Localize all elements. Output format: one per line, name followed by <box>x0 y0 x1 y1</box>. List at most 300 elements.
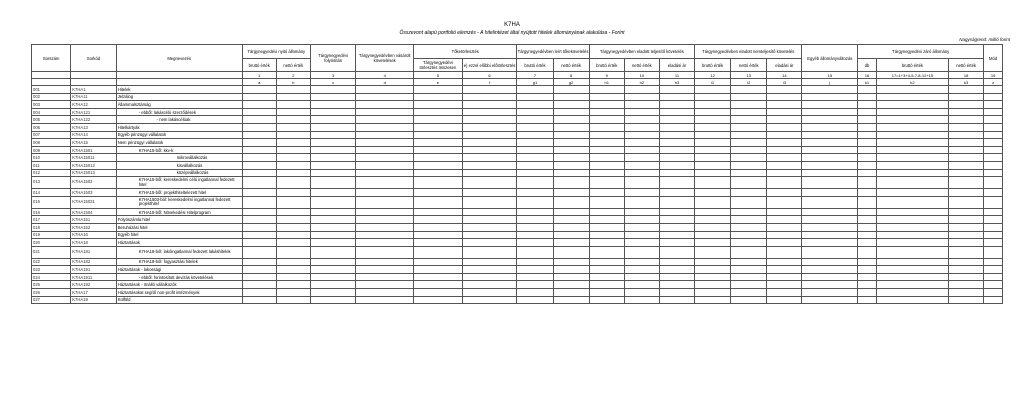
value-cell[interactable] <box>356 273 414 281</box>
value-cell[interactable] <box>517 146 553 154</box>
value-cell[interactable] <box>356 177 414 189</box>
value-cell[interactable] <box>414 101 463 109</box>
value-cell[interactable] <box>517 266 553 274</box>
value-cell[interactable] <box>553 223 589 231</box>
value-cell[interactable] <box>553 216 589 224</box>
value-cell[interactable] <box>876 239 948 247</box>
value-cell[interactable] <box>695 246 731 258</box>
value-cell[interactable] <box>802 266 858 274</box>
value-cell[interactable] <box>695 131 731 139</box>
value-cell[interactable] <box>624 239 659 247</box>
value-cell[interactable] <box>310 161 355 169</box>
value-cell[interactable] <box>276 281 310 289</box>
value-cell[interactable] <box>553 196 589 208</box>
value-cell[interactable] <box>462 101 517 109</box>
value-cell[interactable] <box>858 146 877 154</box>
value-cell[interactable] <box>276 231 310 239</box>
value-cell[interactable] <box>767 108 802 116</box>
value-cell[interactable] <box>802 223 858 231</box>
value-cell[interactable] <box>276 196 310 208</box>
value-cell[interactable] <box>276 289 310 297</box>
value-cell[interactable] <box>276 239 310 247</box>
value-cell[interactable] <box>517 258 553 266</box>
value-cell[interactable] <box>462 296 517 304</box>
value-cell[interactable] <box>553 131 589 139</box>
value-cell[interactable] <box>242 108 276 116</box>
value-cell[interactable] <box>659 296 694 304</box>
value-cell[interactable] <box>984 131 1003 139</box>
value-cell[interactable] <box>876 273 948 281</box>
value-cell[interactable] <box>731 208 767 216</box>
value-cell[interactable] <box>589 154 624 162</box>
value-cell[interactable] <box>876 189 948 197</box>
value-cell[interactable] <box>858 223 877 231</box>
value-cell[interactable] <box>589 189 624 197</box>
value-cell[interactable] <box>624 258 659 266</box>
value-cell[interactable] <box>553 246 589 258</box>
value-cell[interactable] <box>984 116 1003 124</box>
value-cell[interactable] <box>462 281 517 289</box>
value-cell[interactable] <box>517 246 553 258</box>
value-cell[interactable] <box>553 154 589 162</box>
value-cell[interactable] <box>589 123 624 131</box>
value-cell[interactable] <box>695 196 731 208</box>
value-cell[interactable] <box>767 86 802 94</box>
value-cell[interactable] <box>624 266 659 274</box>
value-cell[interactable] <box>802 101 858 109</box>
value-cell[interactable] <box>731 258 767 266</box>
value-cell[interactable] <box>767 223 802 231</box>
value-cell[interactable] <box>858 139 877 147</box>
value-cell[interactable] <box>984 273 1003 281</box>
value-cell[interactable] <box>659 139 694 147</box>
value-cell[interactable] <box>589 93 624 101</box>
value-cell[interactable] <box>731 239 767 247</box>
value-cell[interactable] <box>242 123 276 131</box>
value-cell[interactable] <box>310 289 355 297</box>
value-cell[interactable] <box>695 239 731 247</box>
value-cell[interactable] <box>356 169 414 177</box>
value-cell[interactable] <box>984 146 1003 154</box>
value-cell[interactable] <box>356 208 414 216</box>
value-cell[interactable] <box>624 101 659 109</box>
value-cell[interactable] <box>589 281 624 289</box>
value-cell[interactable] <box>624 131 659 139</box>
value-cell[interactable] <box>767 139 802 147</box>
value-cell[interactable] <box>414 258 463 266</box>
value-cell[interactable] <box>876 258 948 266</box>
value-cell[interactable] <box>949 216 984 224</box>
value-cell[interactable] <box>553 273 589 281</box>
value-cell[interactable] <box>414 177 463 189</box>
value-cell[interactable] <box>242 258 276 266</box>
value-cell[interactable] <box>731 216 767 224</box>
value-cell[interactable] <box>659 146 694 154</box>
value-cell[interactable] <box>310 116 355 124</box>
value-cell[interactable] <box>659 231 694 239</box>
value-cell[interactable] <box>659 216 694 224</box>
value-cell[interactable] <box>517 131 553 139</box>
value-cell[interactable] <box>624 146 659 154</box>
value-cell[interactable] <box>984 189 1003 197</box>
value-cell[interactable] <box>624 86 659 94</box>
value-cell[interactable] <box>858 208 877 216</box>
value-cell[interactable] <box>414 161 463 169</box>
value-cell[interactable] <box>414 131 463 139</box>
value-cell[interactable] <box>553 289 589 297</box>
value-cell[interactable] <box>624 139 659 147</box>
value-cell[interactable] <box>767 231 802 239</box>
value-cell[interactable] <box>802 86 858 94</box>
value-cell[interactable] <box>767 216 802 224</box>
value-cell[interactable] <box>858 131 877 139</box>
value-cell[interactable] <box>858 116 877 124</box>
value-cell[interactable] <box>767 296 802 304</box>
value-cell[interactable] <box>589 216 624 224</box>
value-cell[interactable] <box>276 101 310 109</box>
value-cell[interactable] <box>802 239 858 247</box>
value-cell[interactable] <box>310 154 355 162</box>
value-cell[interactable] <box>949 273 984 281</box>
value-cell[interactable] <box>553 93 589 101</box>
value-cell[interactable] <box>695 101 731 109</box>
value-cell[interactable] <box>242 101 276 109</box>
value-cell[interactable] <box>414 139 463 147</box>
value-cell[interactable] <box>276 189 310 197</box>
value-cell[interactable] <box>462 258 517 266</box>
value-cell[interactable] <box>659 177 694 189</box>
value-cell[interactable] <box>731 281 767 289</box>
value-cell[interactable] <box>802 296 858 304</box>
value-cell[interactable] <box>517 231 553 239</box>
value-cell[interactable] <box>659 196 694 208</box>
value-cell[interactable] <box>624 216 659 224</box>
value-cell[interactable] <box>731 223 767 231</box>
value-cell[interactable] <box>802 154 858 162</box>
value-cell[interactable] <box>695 231 731 239</box>
value-cell[interactable] <box>949 266 984 274</box>
value-cell[interactable] <box>695 146 731 154</box>
value-cell[interactable] <box>589 223 624 231</box>
value-cell[interactable] <box>462 216 517 224</box>
value-cell[interactable] <box>462 154 517 162</box>
value-cell[interactable] <box>310 246 355 258</box>
value-cell[interactable] <box>462 123 517 131</box>
value-cell[interactable] <box>767 93 802 101</box>
value-cell[interactable] <box>517 154 553 162</box>
value-cell[interactable] <box>589 146 624 154</box>
value-cell[interactable] <box>624 108 659 116</box>
value-cell[interactable] <box>731 196 767 208</box>
value-cell[interactable] <box>414 93 463 101</box>
value-cell[interactable] <box>802 289 858 297</box>
value-cell[interactable] <box>462 239 517 247</box>
value-cell[interactable] <box>242 154 276 162</box>
value-cell[interactable] <box>858 123 877 131</box>
value-cell[interactable] <box>553 116 589 124</box>
value-cell[interactable] <box>984 296 1003 304</box>
value-cell[interactable] <box>949 246 984 258</box>
value-cell[interactable] <box>356 216 414 224</box>
value-cell[interactable] <box>356 231 414 239</box>
value-cell[interactable] <box>462 208 517 216</box>
value-cell[interactable] <box>589 177 624 189</box>
value-cell[interactable] <box>517 189 553 197</box>
value-cell[interactable] <box>553 169 589 177</box>
value-cell[interactable] <box>984 281 1003 289</box>
value-cell[interactable] <box>276 169 310 177</box>
value-cell[interactable] <box>589 196 624 208</box>
value-cell[interactable] <box>414 289 463 297</box>
value-cell[interactable] <box>949 258 984 266</box>
value-cell[interactable] <box>414 146 463 154</box>
value-cell[interactable] <box>767 258 802 266</box>
value-cell[interactable] <box>984 139 1003 147</box>
value-cell[interactable] <box>659 86 694 94</box>
value-cell[interactable] <box>876 266 948 274</box>
value-cell[interactable] <box>310 189 355 197</box>
value-cell[interactable] <box>659 101 694 109</box>
value-cell[interactable] <box>858 266 877 274</box>
value-cell[interactable] <box>731 139 767 147</box>
value-cell[interactable] <box>984 231 1003 239</box>
value-cell[interactable] <box>984 258 1003 266</box>
value-cell[interactable] <box>659 281 694 289</box>
value-cell[interactable] <box>517 169 553 177</box>
value-cell[interactable] <box>767 161 802 169</box>
value-cell[interactable] <box>731 116 767 124</box>
value-cell[interactable] <box>310 86 355 94</box>
value-cell[interactable] <box>695 116 731 124</box>
value-cell[interactable] <box>462 177 517 189</box>
value-cell[interactable] <box>624 123 659 131</box>
value-cell[interactable] <box>624 161 659 169</box>
value-cell[interactable] <box>462 189 517 197</box>
value-cell[interactable] <box>242 116 276 124</box>
value-cell[interactable] <box>767 246 802 258</box>
value-cell[interactable] <box>624 246 659 258</box>
value-cell[interactable] <box>949 231 984 239</box>
value-cell[interactable] <box>984 161 1003 169</box>
value-cell[interactable] <box>310 239 355 247</box>
value-cell[interactable] <box>414 169 463 177</box>
value-cell[interactable] <box>553 239 589 247</box>
value-cell[interactable] <box>589 86 624 94</box>
value-cell[interactable] <box>858 196 877 208</box>
value-cell[interactable] <box>356 154 414 162</box>
value-cell[interactable] <box>242 289 276 297</box>
value-cell[interactable] <box>876 177 948 189</box>
value-cell[interactable] <box>695 169 731 177</box>
value-cell[interactable] <box>462 108 517 116</box>
value-cell[interactable] <box>949 131 984 139</box>
value-cell[interactable] <box>553 281 589 289</box>
value-cell[interactable] <box>767 146 802 154</box>
value-cell[interactable] <box>310 196 355 208</box>
value-cell[interactable] <box>589 169 624 177</box>
value-cell[interactable] <box>356 189 414 197</box>
value-cell[interactable] <box>414 216 463 224</box>
value-cell[interactable] <box>462 86 517 94</box>
value-cell[interactable] <box>731 108 767 116</box>
value-cell[interactable] <box>659 266 694 274</box>
value-cell[interactable] <box>984 216 1003 224</box>
value-cell[interactable] <box>276 116 310 124</box>
value-cell[interactable] <box>731 273 767 281</box>
value-cell[interactable] <box>462 169 517 177</box>
value-cell[interactable] <box>858 154 877 162</box>
value-cell[interactable] <box>876 161 948 169</box>
value-cell[interactable] <box>695 154 731 162</box>
value-cell[interactable] <box>695 281 731 289</box>
value-cell[interactable] <box>767 208 802 216</box>
value-cell[interactable] <box>984 177 1003 189</box>
value-cell[interactable] <box>984 239 1003 247</box>
value-cell[interactable] <box>949 154 984 162</box>
value-cell[interactable] <box>949 86 984 94</box>
value-cell[interactable] <box>242 246 276 258</box>
value-cell[interactable] <box>414 296 463 304</box>
value-cell[interactable] <box>802 123 858 131</box>
value-cell[interactable] <box>242 239 276 247</box>
value-cell[interactable] <box>858 216 877 224</box>
value-cell[interactable] <box>695 177 731 189</box>
value-cell[interactable] <box>517 161 553 169</box>
value-cell[interactable] <box>276 246 310 258</box>
value-cell[interactable] <box>802 216 858 224</box>
value-cell[interactable] <box>802 116 858 124</box>
value-cell[interactable] <box>659 131 694 139</box>
value-cell[interactable] <box>984 223 1003 231</box>
value-cell[interactable] <box>356 108 414 116</box>
value-cell[interactable] <box>984 123 1003 131</box>
value-cell[interactable] <box>858 281 877 289</box>
value-cell[interactable] <box>356 139 414 147</box>
value-cell[interactable] <box>310 208 355 216</box>
value-cell[interactable] <box>858 273 877 281</box>
value-cell[interactable] <box>984 266 1003 274</box>
value-cell[interactable] <box>731 189 767 197</box>
value-cell[interactable] <box>624 296 659 304</box>
value-cell[interactable] <box>414 239 463 247</box>
value-cell[interactable] <box>659 116 694 124</box>
value-cell[interactable] <box>276 131 310 139</box>
value-cell[interactable] <box>242 189 276 197</box>
value-cell[interactable] <box>517 223 553 231</box>
value-cell[interactable] <box>589 131 624 139</box>
value-cell[interactable] <box>659 289 694 297</box>
value-cell[interactable] <box>876 196 948 208</box>
value-cell[interactable] <box>589 296 624 304</box>
value-cell[interactable] <box>242 161 276 169</box>
value-cell[interactable] <box>624 189 659 197</box>
value-cell[interactable] <box>356 161 414 169</box>
value-cell[interactable] <box>356 258 414 266</box>
value-cell[interactable] <box>462 161 517 169</box>
value-cell[interactable] <box>553 266 589 274</box>
value-cell[interactable] <box>949 296 984 304</box>
value-cell[interactable] <box>858 86 877 94</box>
value-cell[interactable] <box>242 146 276 154</box>
value-cell[interactable] <box>876 231 948 239</box>
value-cell[interactable] <box>695 296 731 304</box>
value-cell[interactable] <box>414 108 463 116</box>
value-cell[interactable] <box>731 131 767 139</box>
value-cell[interactable] <box>276 139 310 147</box>
value-cell[interactable] <box>517 281 553 289</box>
value-cell[interactable] <box>276 86 310 94</box>
value-cell[interactable] <box>462 223 517 231</box>
value-cell[interactable] <box>767 123 802 131</box>
value-cell[interactable] <box>659 208 694 216</box>
value-cell[interactable] <box>949 223 984 231</box>
value-cell[interactable] <box>553 123 589 131</box>
value-cell[interactable] <box>624 208 659 216</box>
value-cell[interactable] <box>589 208 624 216</box>
value-cell[interactable] <box>876 296 948 304</box>
value-cell[interactable] <box>695 266 731 274</box>
value-cell[interactable] <box>462 246 517 258</box>
value-cell[interactable] <box>589 161 624 169</box>
value-cell[interactable] <box>517 196 553 208</box>
value-cell[interactable] <box>767 239 802 247</box>
value-cell[interactable] <box>802 93 858 101</box>
value-cell[interactable] <box>802 177 858 189</box>
value-cell[interactable] <box>242 216 276 224</box>
value-cell[interactable] <box>695 86 731 94</box>
value-cell[interactable] <box>876 223 948 231</box>
value-cell[interactable] <box>624 93 659 101</box>
value-cell[interactable] <box>695 208 731 216</box>
value-cell[interactable] <box>695 123 731 131</box>
value-cell[interactable] <box>310 223 355 231</box>
value-cell[interactable] <box>802 246 858 258</box>
value-cell[interactable] <box>310 231 355 239</box>
value-cell[interactable] <box>858 108 877 116</box>
value-cell[interactable] <box>695 216 731 224</box>
value-cell[interactable] <box>553 161 589 169</box>
value-cell[interactable] <box>876 246 948 258</box>
value-cell[interactable] <box>276 216 310 224</box>
value-cell[interactable] <box>767 177 802 189</box>
value-cell[interactable] <box>356 101 414 109</box>
value-cell[interactable] <box>462 289 517 297</box>
value-cell[interactable] <box>767 289 802 297</box>
value-cell[interactable] <box>731 154 767 162</box>
value-cell[interactable] <box>414 196 463 208</box>
value-cell[interactable] <box>659 123 694 131</box>
value-cell[interactable] <box>276 273 310 281</box>
value-cell[interactable] <box>517 123 553 131</box>
value-cell[interactable] <box>767 154 802 162</box>
value-cell[interactable] <box>731 296 767 304</box>
value-cell[interactable] <box>242 281 276 289</box>
value-cell[interactable] <box>356 239 414 247</box>
value-cell[interactable] <box>731 86 767 94</box>
value-cell[interactable] <box>517 273 553 281</box>
value-cell[interactable] <box>310 177 355 189</box>
value-cell[interactable] <box>767 273 802 281</box>
value-cell[interactable] <box>659 189 694 197</box>
value-cell[interactable] <box>553 208 589 216</box>
value-cell[interactable] <box>276 154 310 162</box>
value-cell[interactable] <box>659 108 694 116</box>
value-cell[interactable] <box>276 177 310 189</box>
value-cell[interactable] <box>731 266 767 274</box>
value-cell[interactable] <box>242 169 276 177</box>
value-cell[interactable] <box>876 216 948 224</box>
value-cell[interactable] <box>414 223 463 231</box>
